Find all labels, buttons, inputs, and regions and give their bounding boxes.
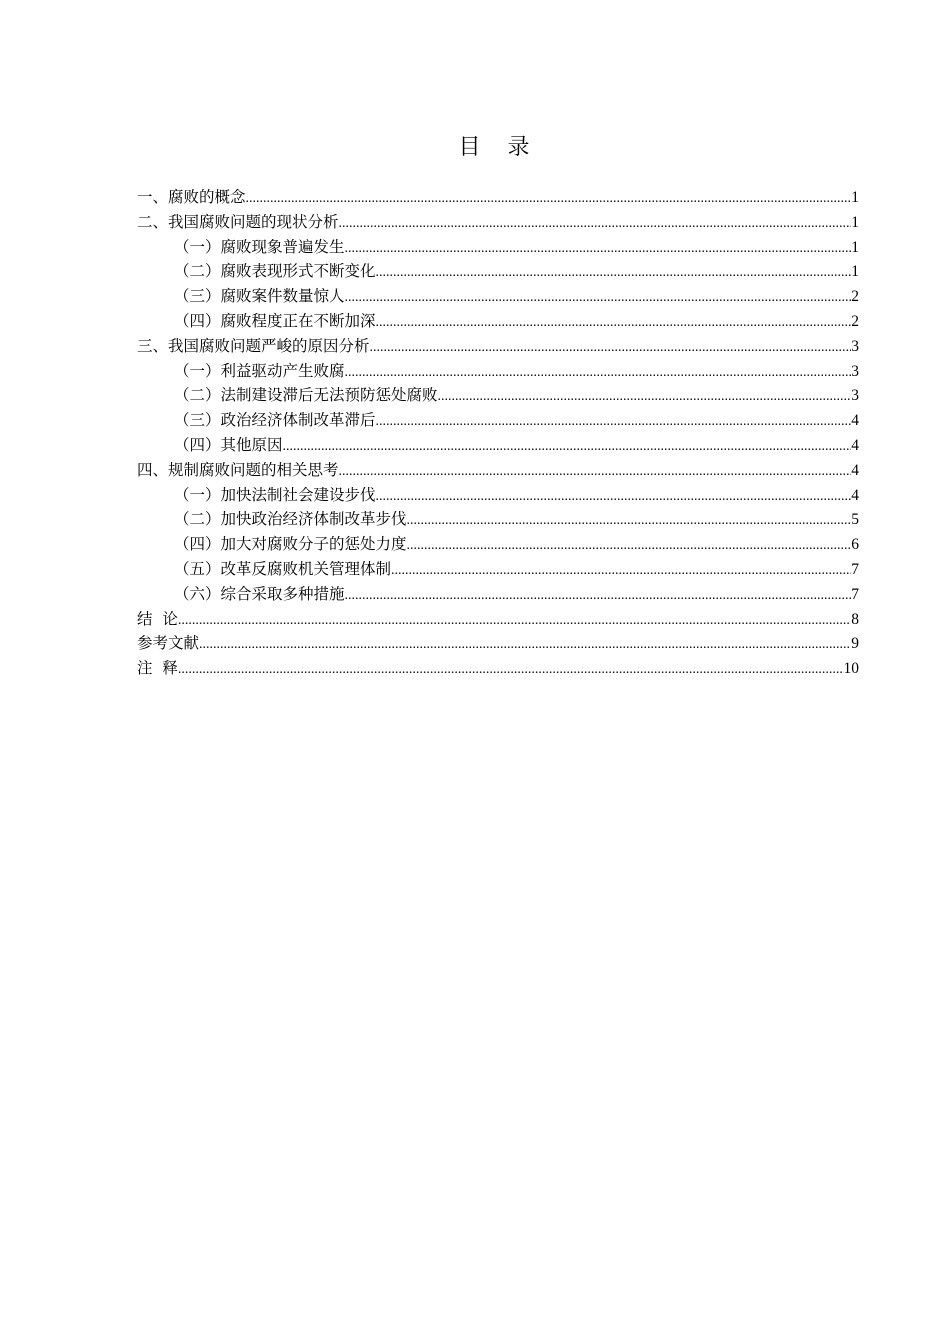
- toc-entry[interactable]: [137, 235, 859, 260]
- toc-entry[interactable]: [137, 532, 859, 557]
- toc-entry-text: （五）改革反腐败机关管理体制: [174, 559, 392, 578]
- toc-entry-text: 二、我国腐败问题的现状分析: [137, 212, 339, 231]
- toc-entry-text: （四）腐败程度正在不断加深: [174, 311, 376, 330]
- toc-page-number: 5: [851, 511, 859, 529]
- toc-entry-text: 注 释: [137, 659, 178, 678]
- toc-entry[interactable]: [137, 210, 859, 235]
- toc-dot-leader: [438, 385, 852, 410]
- toc-entry[interactable]: [137, 284, 859, 309]
- toc-page-number: 7: [851, 585, 859, 603]
- toc-entry-text: （四）其他原因: [174, 435, 283, 454]
- toc-dot-leader: [345, 584, 852, 609]
- toc-entry[interactable]: [137, 607, 859, 632]
- toc-entry-text: （二）腐败表现形式不断变化: [174, 262, 376, 281]
- toc-page-number: 4: [851, 436, 859, 454]
- toc-title: 目 录: [458, 135, 540, 160]
- toc-dot-leader: [246, 187, 852, 212]
- toc-entry[interactable]: [137, 631, 859, 656]
- toc-dot-leader: [199, 633, 851, 658]
- toc-entry-text: 四、规制腐败问题的相关思考: [137, 460, 339, 479]
- toc-entry-text: （六）综合采取多种措施: [174, 584, 345, 603]
- table-of-contents: [137, 185, 859, 681]
- toc-entry-text: 结 论: [137, 609, 178, 628]
- toc-entry-text: （三）腐败案件数量惊人: [174, 287, 345, 306]
- toc-page-number: 3: [851, 362, 859, 380]
- toc-entry[interactable]: [137, 483, 859, 508]
- toc-entry-text: （一）加快法制社会建设步伐: [174, 485, 376, 504]
- toc-dot-leader: [178, 658, 844, 683]
- toc-page-number: 2: [851, 288, 859, 306]
- toc-dot-leader: [178, 609, 851, 634]
- toc-page-number: 10: [843, 660, 859, 678]
- toc-dot-leader: [376, 410, 852, 435]
- toc-entry[interactable]: [137, 359, 859, 384]
- toc-entry-text: （一）腐败现象普遍发生: [174, 237, 345, 256]
- toc-entry-text: 三、我国腐败问题严峻的原因分析: [137, 336, 370, 355]
- toc-entry-text: （四）加大对腐败分子的惩处力度: [174, 535, 407, 554]
- toc-dot-leader: [391, 559, 851, 584]
- toc-page-number: 1: [851, 213, 859, 231]
- toc-dot-leader: [283, 435, 852, 460]
- toc-dot-leader: [339, 212, 852, 237]
- toc-dot-leader: [370, 336, 852, 361]
- toc-entry[interactable]: [137, 557, 859, 582]
- toc-entry[interactable]: [137, 582, 859, 607]
- toc-page-number: 6: [851, 536, 859, 554]
- toc-page-number: 1: [851, 189, 859, 206]
- toc-entry[interactable]: [137, 383, 859, 408]
- toc-page-number: 4: [851, 461, 859, 479]
- toc-page-number: 1: [851, 263, 859, 281]
- toc-entry[interactable]: [137, 185, 859, 210]
- toc-page-number: 3: [851, 337, 859, 355]
- toc-entry[interactable]: [137, 309, 859, 334]
- toc-dot-leader: [345, 237, 852, 262]
- toc-entry-text: 参考文献: [137, 634, 200, 653]
- toc-page-number: 8: [851, 610, 859, 628]
- toc-dot-leader: [339, 460, 852, 485]
- toc-dot-leader: [407, 509, 852, 534]
- toc-entry[interactable]: [137, 334, 859, 359]
- toc-dot-leader: [376, 485, 852, 510]
- toc-entry[interactable]: [137, 656, 859, 681]
- toc-dot-leader: [345, 361, 852, 386]
- toc-page-number: 2: [851, 312, 859, 330]
- toc-page-number: 1: [851, 238, 859, 256]
- toc-entry[interactable]: [137, 408, 859, 433]
- toc-dot-leader: [345, 286, 852, 311]
- toc-dot-leader: [376, 311, 852, 336]
- toc-entry[interactable]: [137, 507, 859, 532]
- toc-entry-text: （一）利益驱动产生败腐: [174, 361, 345, 380]
- toc-page-number: 7: [851, 560, 859, 578]
- toc-entry[interactable]: [137, 458, 859, 483]
- toc-page-number: 9: [851, 635, 859, 653]
- toc-entry-text: 一、腐败的概念: [137, 188, 246, 206]
- toc-page-number: 4: [851, 412, 859, 430]
- toc-entry[interactable]: [137, 259, 859, 284]
- toc-dot-leader: [407, 534, 852, 559]
- toc-entry-text: （三）政治经济体制改革滞后: [174, 411, 376, 430]
- toc-entry-text: （二）加快政治经济体制改革步伐: [174, 510, 407, 529]
- toc-entry-text: （二）法制建设滞后无法预防惩处腐败: [174, 386, 438, 405]
- toc-page-number: 3: [851, 387, 859, 405]
- toc-entry[interactable]: [137, 433, 859, 458]
- toc-page-number: 4: [851, 486, 859, 504]
- toc-dot-leader: [376, 261, 852, 286]
